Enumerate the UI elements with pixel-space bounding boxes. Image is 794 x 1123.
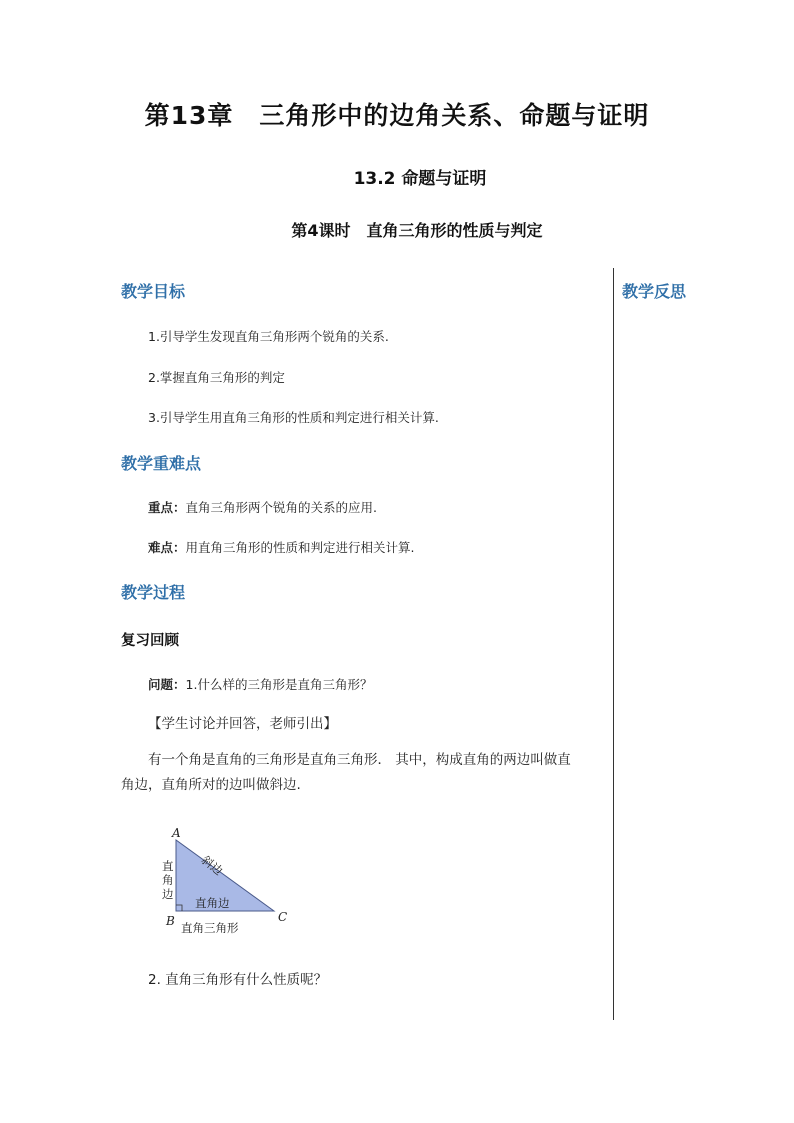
vertex-b-label: B xyxy=(166,914,175,928)
definition-paragraph: 有一个角是直角的三角形是直角三角形． 其中，构成直角的两边叫做直角边，直角所对的边叫做斜边. xyxy=(121,752,571,793)
reflection-heading: 教学反思 xyxy=(622,282,687,301)
question-text: 1.什么样的三角形是直角三角形？ xyxy=(185,677,373,692)
chapter-title: 第13章 三角形中的边角关系、命题与证明 xyxy=(144,101,650,130)
vertex-a-label: A xyxy=(172,826,181,840)
hypotenuse-label: 斜边 xyxy=(198,852,226,878)
objective-item-1: 1.引导学生发现直角三角形两个锐角的关系. xyxy=(148,329,389,344)
focus-label: 重点： xyxy=(148,500,186,515)
question-line xyxy=(148,675,372,693)
difficulty-label: 难点： xyxy=(148,540,186,555)
process-heading: 教学过程 xyxy=(121,583,186,602)
vertex-c-label: C xyxy=(278,910,288,924)
section-title: 13.2 命题与证明 xyxy=(353,169,487,189)
question-label: 问题： xyxy=(148,677,186,692)
discussion-note: 【学生讨论并回答，老师引出】 xyxy=(148,716,337,732)
column-divider xyxy=(613,268,614,1020)
question-2: 2. 直角三角形有什么性质呢？ xyxy=(148,972,328,988)
vertical-leg-char-3: 边 xyxy=(162,887,174,901)
figure-caption: 直角三角形 xyxy=(181,921,239,935)
horizontal-leg-label: 直角边 xyxy=(195,896,230,910)
key-points-heading: 教学重难点 xyxy=(121,454,202,473)
vertical-leg-char-2: 角 xyxy=(162,873,174,887)
objective-item-2: 2.掌握直角三角形的判定 xyxy=(148,370,285,385)
objective-item-3: 3.引导学生用直角三角形的性质和判定进行相关计算. xyxy=(148,410,439,425)
difficulty-line xyxy=(148,538,415,556)
focus-text: 直角三角形两个锐角的关系的应用. xyxy=(185,500,377,515)
lesson-title: 第4课时 直角三角形的性质与判定 xyxy=(291,221,543,240)
review-heading: 复习回顾 xyxy=(121,633,179,649)
vertical-leg-char-1: 直 xyxy=(162,859,174,873)
focus-line xyxy=(148,498,377,516)
objectives-heading: 教学目标 xyxy=(121,282,186,301)
difficulty-text: 用直角三角形的性质和判定进行相关计算. xyxy=(185,540,415,555)
